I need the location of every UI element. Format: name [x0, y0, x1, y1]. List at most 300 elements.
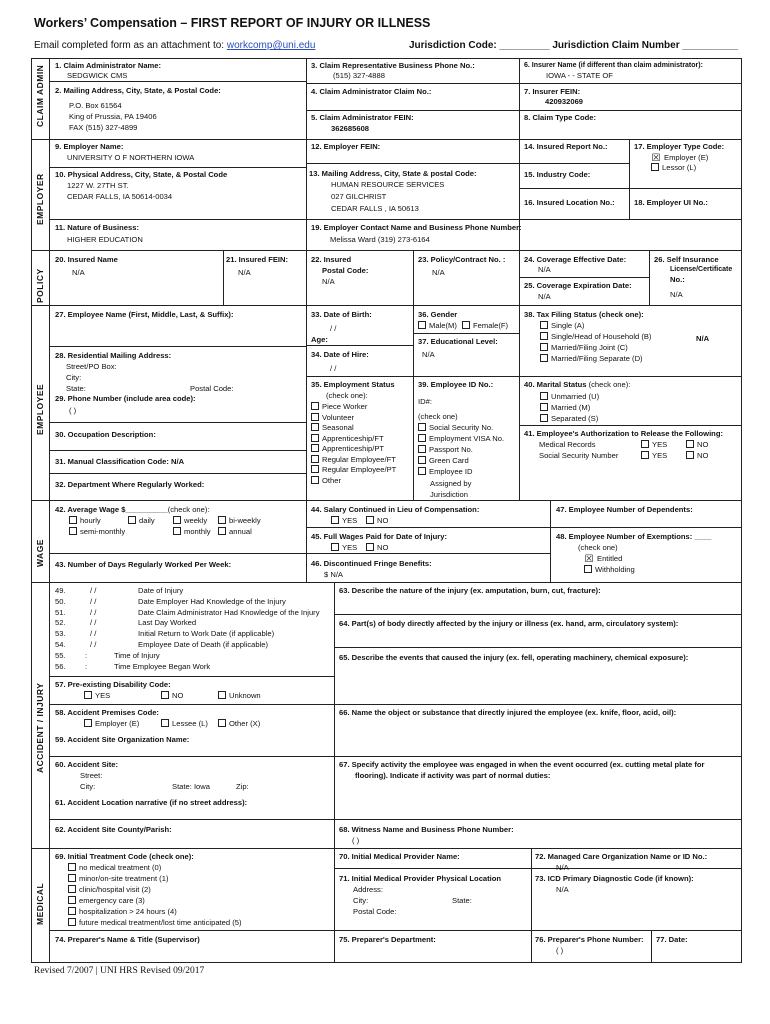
checkbox[interactable] [311, 455, 319, 463]
tax-status-option[interactable] [540, 332, 651, 342]
col-line [334, 848, 335, 963]
field-60-state[interactable]: State: Iowa [172, 782, 210, 791]
checkbox[interactable] [218, 516, 226, 524]
checkbox[interactable] [418, 456, 426, 464]
field-72-value[interactable]: N/A [556, 863, 569, 872]
field-24-value[interactable]: N/A [538, 265, 551, 274]
option-label: Employer (E) [95, 719, 140, 728]
date-field-input[interactable]: / / [90, 618, 97, 628]
field-23-label: 23. Policy/Contract No. : [418, 255, 506, 264]
age-label: Age: [311, 335, 328, 344]
row-line [49, 756, 334, 757]
field-5-label: 5. Claim Administrator FEIN: [311, 113, 414, 122]
field-19-value[interactable]: Melissa Ward (319) 273-6164 [330, 235, 430, 244]
section-accident: ACCIDENT / INJURY [35, 682, 45, 773]
checkbox[interactable] [641, 440, 649, 448]
field-60-zip[interactable]: Zip: [236, 782, 249, 791]
checkbox[interactable] [418, 445, 426, 453]
field-18-label: 18. Employer UI No.: [634, 198, 708, 207]
disability-yes[interactable] [84, 691, 110, 701]
tax-status-option[interactable] [540, 343, 628, 353]
wage-weekly[interactable] [173, 516, 207, 526]
field-68-value[interactable]: ( ) [352, 836, 360, 845]
field-11-label: 11. Nature of Business: [55, 223, 139, 232]
option-label: Unmarried (U) [551, 392, 600, 401]
col-line [519, 58, 520, 250]
checkbox[interactable] [69, 527, 77, 535]
checkbox[interactable] [68, 918, 76, 926]
field-21-value[interactable]: N/A [238, 268, 251, 277]
tax-status-option[interactable] [540, 321, 584, 331]
field-20-value[interactable]: N/A [72, 268, 85, 277]
employment-status-option[interactable] [311, 476, 341, 486]
employee-id-option[interactable] [418, 467, 472, 477]
premises-other[interactable] [218, 719, 260, 729]
field-33-value[interactable]: / / [330, 324, 337, 333]
row-line [334, 614, 742, 615]
field-46-value[interactable]: $ N/A [324, 570, 343, 579]
checkbox[interactable] [68, 885, 76, 893]
field-29-label: 29. Phone Number (include area code): [55, 394, 196, 403]
marital-status-option[interactable] [540, 414, 598, 424]
option-label: NO [697, 440, 709, 449]
field-61-label: 61. Accident Location narrative (if no street address): [55, 798, 248, 807]
option-label: Female(F) [473, 321, 509, 330]
checkbox[interactable] [311, 465, 319, 473]
ssn-yes[interactable] [641, 451, 667, 461]
row-line [519, 277, 649, 278]
field-25-value[interactable]: N/A [538, 292, 551, 301]
col-line [334, 582, 335, 848]
employment-status-option[interactable] [311, 465, 396, 475]
field-57-label: 57. Pre-existing Disability Code: [55, 680, 171, 689]
field-19-label: 19. Employer Contact Name and Business Phone Number: [311, 223, 522, 232]
checkbox[interactable] [161, 691, 169, 699]
option-label: Regular Employee/PT [322, 465, 397, 474]
treatment-code-option[interactable] [68, 885, 151, 895]
col-line [413, 250, 414, 305]
field-22-value[interactable]: N/A [322, 277, 335, 286]
premises-employer[interactable] [84, 719, 139, 729]
treatment-code-option[interactable] [68, 874, 168, 884]
checkbox[interactable] [641, 451, 649, 459]
date-field-input[interactable]: / / [90, 629, 97, 639]
row-line [49, 553, 306, 554]
row-line [519, 425, 742, 426]
tax-status-option[interactable] [540, 354, 643, 364]
field-34-label: 34. Date of Hire: [311, 350, 369, 359]
option-label: hospitalization > 24 hours (4) [79, 907, 177, 916]
col-line [629, 139, 630, 219]
row-line [334, 819, 742, 820]
date-field-input[interactable]: : [85, 661, 88, 671]
col-line [519, 305, 520, 500]
section-claim-admin: CLAIM ADMIN [35, 64, 45, 127]
wage-hourly[interactable] [69, 516, 101, 526]
field-13-line-2[interactable]: 027 GILCHRIST [331, 192, 387, 201]
option-label: Single/Head of Household (B) [551, 332, 652, 341]
field-5-value[interactable]: 362685608 [331, 124, 370, 133]
checkbox-checked[interactable]: ☒ [651, 153, 661, 164]
checkbox[interactable] [540, 392, 548, 400]
field-39-assigned-2: Jurisdiction [430, 490, 468, 499]
date-field-description: Employee Date of Death (if applicable) [138, 640, 269, 649]
option-label: YES [652, 451, 668, 460]
checkbox[interactable] [311, 413, 319, 421]
field-73-value[interactable]: N/A [556, 885, 569, 894]
field-70-label: 70. Initial Medical Provider Name: [339, 852, 460, 861]
option-label: Employer (E) [664, 153, 709, 162]
wage-daily[interactable] [128, 516, 155, 526]
field-39-check: (check one) [418, 412, 458, 421]
checkbox[interactable] [311, 444, 319, 452]
checkbox[interactable] [462, 321, 470, 329]
field-36-label: 36. Gender [418, 310, 458, 319]
field-6-value[interactable]: IOWA - - STATE OF [546, 71, 613, 80]
checkbox[interactable] [540, 321, 548, 329]
checkbox[interactable] [418, 321, 426, 329]
option-label: NO [377, 516, 389, 525]
row-line [49, 450, 306, 451]
field-60-city[interactable]: City: [80, 782, 96, 791]
field-10-label: 10. Physical Address, City, State, & Postal Code [55, 170, 228, 179]
option-label: NO [172, 691, 184, 700]
checkbox[interactable] [68, 863, 76, 871]
checkbox[interactable] [418, 467, 426, 475]
option-label: Apprenticeship/FT [322, 433, 384, 443]
option-label: Other (X) [229, 719, 261, 728]
checkbox[interactable] [311, 476, 319, 484]
field-46-label: 46. Discontinued Fringe Benefits: [311, 559, 432, 568]
field-45-label: 45. Full Wages Paid for Date of Injury: [311, 532, 448, 541]
field-7-label: 7. Insurer FEIN: [524, 87, 581, 96]
option-label: future medical treatment/lost time anticipated (5) [79, 918, 242, 927]
wage-monthly[interactable] [173, 527, 211, 537]
wage-biweekly[interactable] [218, 516, 261, 526]
date-field-description: Date of Injury [138, 586, 184, 595]
field-13-label: 13. Mailing Address, City, State & postal Code: [309, 169, 477, 178]
field-60-street[interactable]: Street: [80, 771, 103, 780]
date-field-description: Initial Return to Work Date (if applicable) [138, 629, 275, 639]
field-71-state[interactable]: State: [452, 896, 472, 905]
wage-annual[interactable] [218, 527, 252, 537]
checkbox[interactable] [540, 403, 548, 411]
field-1-value[interactable]: SEDGWICK CMS [67, 71, 128, 80]
field-40-check: (check one): [588, 380, 631, 389]
employee-id-option[interactable] [418, 456, 469, 466]
checkbox[interactable] [540, 414, 548, 422]
option-label: Married (M) [551, 403, 591, 412]
col-line [223, 250, 224, 305]
row-line [334, 756, 742, 757]
employment-status-option[interactable] [311, 444, 384, 454]
checkbox[interactable] [128, 516, 136, 524]
field-42-check: (check one): [167, 505, 210, 514]
field-11-value[interactable]: HIGHER EDUCATION [67, 235, 143, 244]
option-label: Employee ID [429, 467, 473, 476]
checkbox[interactable] [68, 907, 76, 915]
date-field-number: 53. [55, 629, 66, 639]
field-48-check: (check one) [578, 543, 618, 552]
field-69-label: 69. Initial Treatment Code (check one): [55, 852, 194, 861]
row-line [306, 83, 742, 84]
row-line [413, 333, 519, 334]
date-field-description: Time Employee Began Work [114, 661, 211, 671]
field-63-label: 63. Describe the nature of the injury (ex. amputation, burn, cut, fracture): [339, 586, 601, 595]
checkbox[interactable] [418, 434, 426, 442]
row-line [306, 345, 413, 346]
field-48-label: 48. Employee Number of Exemptions: ____ [556, 532, 712, 541]
email-link[interactable]: workcomp@uni.edu [226, 40, 316, 51]
field-7-value[interactable]: 420932069 [545, 97, 584, 106]
ssn-no[interactable] [686, 451, 708, 461]
premises-lessee[interactable] [161, 719, 208, 729]
field-28-street[interactable]: Street/PO Box: [66, 362, 117, 371]
section-policy: POLICY [35, 268, 45, 303]
field-67-label: 67. Specify activity the employee was engaged in when the event occurred (ex. cutting metal plate for [339, 760, 705, 769]
checkbox[interactable] [69, 516, 77, 524]
field-42-title: 42. Average Wage $__________ [55, 505, 168, 514]
checkbox[interactable] [84, 719, 92, 727]
checkbox[interactable] [218, 527, 226, 535]
field-75-label: 75. Preparer's Department: [339, 935, 436, 944]
col-line [306, 219, 307, 250]
disability-no[interactable] [161, 691, 183, 701]
option-label: Other [322, 475, 341, 485]
field-66-label: 66. Name the object or substance that directly injured the employee (ex. knife, floor, acid, oil): [339, 708, 677, 717]
medical-yes[interactable] [641, 440, 667, 450]
wage-semimonthly[interactable] [69, 527, 125, 537]
treatment-code-option[interactable] [68, 907, 177, 917]
field-15-label: 15. Industry Code: [524, 170, 591, 179]
field-36-male[interactable] [418, 321, 457, 331]
row-line [49, 346, 306, 347]
checkbox[interactable] [540, 343, 548, 351]
row-line [306, 376, 742, 377]
checkbox[interactable] [84, 691, 92, 699]
option-label: YES [342, 516, 358, 525]
checkbox[interactable] [161, 719, 169, 727]
field-37-value[interactable]: N/A [422, 350, 435, 359]
col-line [651, 930, 652, 963]
option-label: Social Security No. [429, 423, 494, 432]
checkbox[interactable] [173, 527, 181, 535]
exemptions-withholding[interactable] [584, 565, 635, 575]
field-10-line-2[interactable]: CEDAR FALLS, IA 50614-0034 [67, 192, 173, 201]
row-line [334, 704, 742, 705]
checkbox[interactable] [311, 423, 319, 431]
date-field-number: 51. [55, 607, 66, 617]
field-28-city[interactable]: City: [66, 373, 82, 382]
date-field-number: 52. [55, 618, 66, 628]
field-22-label-2: Postal Code: [322, 266, 369, 275]
treatment-code-option[interactable] [68, 896, 145, 906]
disability-unknown[interactable] [218, 691, 261, 701]
checkbox[interactable] [540, 332, 548, 340]
field-76-value[interactable]: ( ) [556, 946, 564, 955]
checkbox[interactable] [366, 516, 374, 524]
field-26-label: 26. Self Insurance [654, 255, 719, 264]
checkbox[interactable] [418, 423, 426, 431]
checkbox[interactable] [331, 516, 339, 524]
treatment-code-option[interactable] [68, 863, 161, 873]
field-2-line-1[interactable]: P.O. Box 61564 [69, 101, 122, 110]
employment-status-option[interactable] [311, 402, 367, 412]
row-line [334, 647, 742, 648]
row-line [49, 930, 742, 931]
field-38-label: 38. Tax Filing Status (check one): [524, 310, 644, 319]
marital-status-option[interactable] [540, 392, 599, 402]
field-71-city[interactable]: City: [353, 896, 369, 905]
field-23-value[interactable]: N/A [432, 268, 445, 277]
option-label: YES [95, 691, 111, 700]
checkbox-checked[interactable]: ☒ [584, 554, 594, 565]
field-71-label: 71. Initial Medical Provider Physical Location [339, 874, 502, 883]
field-39-id[interactable]: ID#: [418, 397, 432, 406]
checkbox[interactable] [311, 402, 319, 410]
option-label: YES [342, 543, 358, 552]
field-71-postal[interactable]: Postal Code: [353, 907, 397, 916]
field-2-line-2[interactable]: King of Prussia, PA 19406 [69, 112, 157, 121]
field-10-line-1[interactable]: 1227 W. 27TH ST. [67, 181, 129, 190]
checkbox[interactable] [218, 691, 226, 699]
col-line [306, 250, 307, 305]
date-field-input[interactable]: : [85, 650, 88, 660]
marital-status-option[interactable] [540, 403, 590, 413]
option-label: weekly [184, 516, 208, 525]
salary-no[interactable] [366, 516, 388, 526]
field-6-label: 6. Insurer Name (if different than claim administrator): [524, 62, 703, 69]
field-12-label: 12. Employer FEIN: [311, 142, 381, 151]
option-label: Entitled [597, 554, 623, 563]
employment-status-option[interactable] [311, 423, 354, 433]
checkbox[interactable] [331, 543, 339, 551]
field-40-label [524, 380, 630, 390]
employee-id-option[interactable] [418, 445, 473, 455]
treatment-code-option[interactable] [68, 918, 242, 928]
field-26-value[interactable]: N/A [670, 290, 683, 299]
row-line [629, 188, 742, 189]
option-label: monthly [184, 527, 211, 536]
employment-status-option[interactable] [311, 455, 396, 465]
field-34-value[interactable]: / / [330, 364, 337, 373]
checkbox[interactable] [651, 163, 659, 171]
email-instruction [34, 40, 315, 51]
field-41-ssn: Social Security Number [539, 451, 619, 460]
section-divider [49, 58, 50, 963]
option-label: Piece Worker [322, 402, 368, 411]
field-32-label: 32. Department Where Regularly Worked: [55, 480, 205, 489]
row-line [306, 527, 742, 528]
row-line [49, 704, 334, 705]
checkbox[interactable] [540, 354, 548, 362]
option-label: Employment VISA No. [429, 434, 505, 443]
row-line [49, 473, 306, 474]
salary-yes[interactable] [331, 516, 357, 526]
section-line [31, 139, 742, 140]
field-2-line-3[interactable]: FAX (515) 327-4899 [69, 123, 138, 132]
field-13-line-1[interactable]: HUMAN RESOURCE SERVICES [331, 180, 445, 189]
option-label: clinic/hospital visit (2) [79, 885, 151, 894]
date-field-number: 56. [55, 661, 66, 671]
row-line [49, 819, 334, 820]
employee-id-option[interactable] [418, 434, 504, 444]
employment-status-option[interactable] [311, 434, 384, 444]
field-71-address[interactable]: Address: [353, 885, 383, 894]
section-line [31, 848, 742, 849]
field-3-value[interactable]: (515) 327-4888 [333, 71, 385, 80]
option-label: Lessee (L) [172, 719, 208, 728]
field-29-value[interactable]: ( ) [69, 406, 77, 415]
checkbox[interactable] [686, 451, 694, 459]
date-field-input[interactable]: / / [90, 640, 97, 649]
checkbox[interactable] [68, 874, 76, 882]
checkbox[interactable] [311, 434, 319, 442]
field-26-label-3: No.: [670, 275, 685, 284]
checkbox[interactable] [686, 440, 694, 448]
employment-status-option[interactable] [311, 413, 354, 423]
field-38-value[interactable]: N/A [696, 334, 710, 343]
option-label: Regular Employee/FT [322, 454, 396, 464]
date-field-input[interactable]: / / [90, 586, 97, 595]
field-17-option-lessor[interactable] [651, 163, 696, 173]
employee-id-option[interactable] [418, 423, 493, 433]
date-field-number: 54. [55, 640, 66, 649]
email-prefix: Email completed form as an attachment to: [34, 40, 225, 51]
option-label: emergency care (3) [79, 896, 145, 905]
exemptions-entitled[interactable] [584, 554, 622, 565]
field-67-label-2: flooring). Indicate if activity was part of normal duties: [355, 771, 551, 780]
checkbox[interactable] [366, 543, 374, 551]
option-label: Lessor (L) [662, 163, 697, 172]
section-employee: EMPLOYEE [35, 383, 45, 435]
field-36-female[interactable] [462, 321, 508, 331]
field-28-postal[interactable]: Postal Code: [190, 384, 234, 393]
option-label: NO [377, 543, 389, 552]
option-label: Married/Filing Joint (C) [551, 343, 628, 352]
field-14-label: 14. Insured Report No.: [524, 142, 608, 151]
form-title: Workers’ Compensation – FIRST REPORT OF INJURY OR ILLNESS [34, 16, 431, 30]
field-25-label: 25. Coverage Expiration Date: [524, 281, 632, 290]
option-label: Separated (S) [551, 414, 599, 423]
date-field-input[interactable]: / / [90, 607, 97, 617]
field-28-state[interactable]: State: [66, 384, 86, 393]
checkbox[interactable] [584, 565, 592, 573]
date-field-input[interactable]: / / [90, 596, 97, 606]
row-line [519, 188, 629, 189]
checkbox[interactable] [173, 516, 181, 524]
fullwage-yes[interactable] [331, 543, 357, 553]
option-label: hourly [80, 516, 101, 525]
row-line [49, 676, 334, 677]
checkbox[interactable] [218, 719, 226, 727]
field-77-label: 77. Date: [656, 935, 688, 944]
field-39-assigned-1: Assigned by [430, 479, 472, 488]
field-39-label: 39. Employee ID No.: [418, 380, 494, 389]
field-9-value[interactable]: UNIVERSITY O F NORTHERN IOWA [67, 153, 195, 162]
field-1-label: 1. Claim Administrator Name: [55, 61, 162, 70]
field-73-label: 73. ICD Primary Diagnostic Code (if known): [535, 874, 694, 883]
option-label: minor/on-site treatment (1) [79, 874, 169, 883]
field-13-line-3[interactable]: CEDAR FALLS , IA 50613 [331, 204, 419, 213]
checkbox[interactable] [68, 896, 76, 904]
field-35-label: 35. Employment Status [311, 380, 395, 389]
section-line [31, 250, 742, 251]
medical-no[interactable] [686, 440, 708, 450]
fullwage-no[interactable] [366, 543, 388, 553]
field-17-label: 17. Employer Type Code: [634, 142, 725, 151]
field-41-medical: Medical Records [539, 440, 596, 449]
